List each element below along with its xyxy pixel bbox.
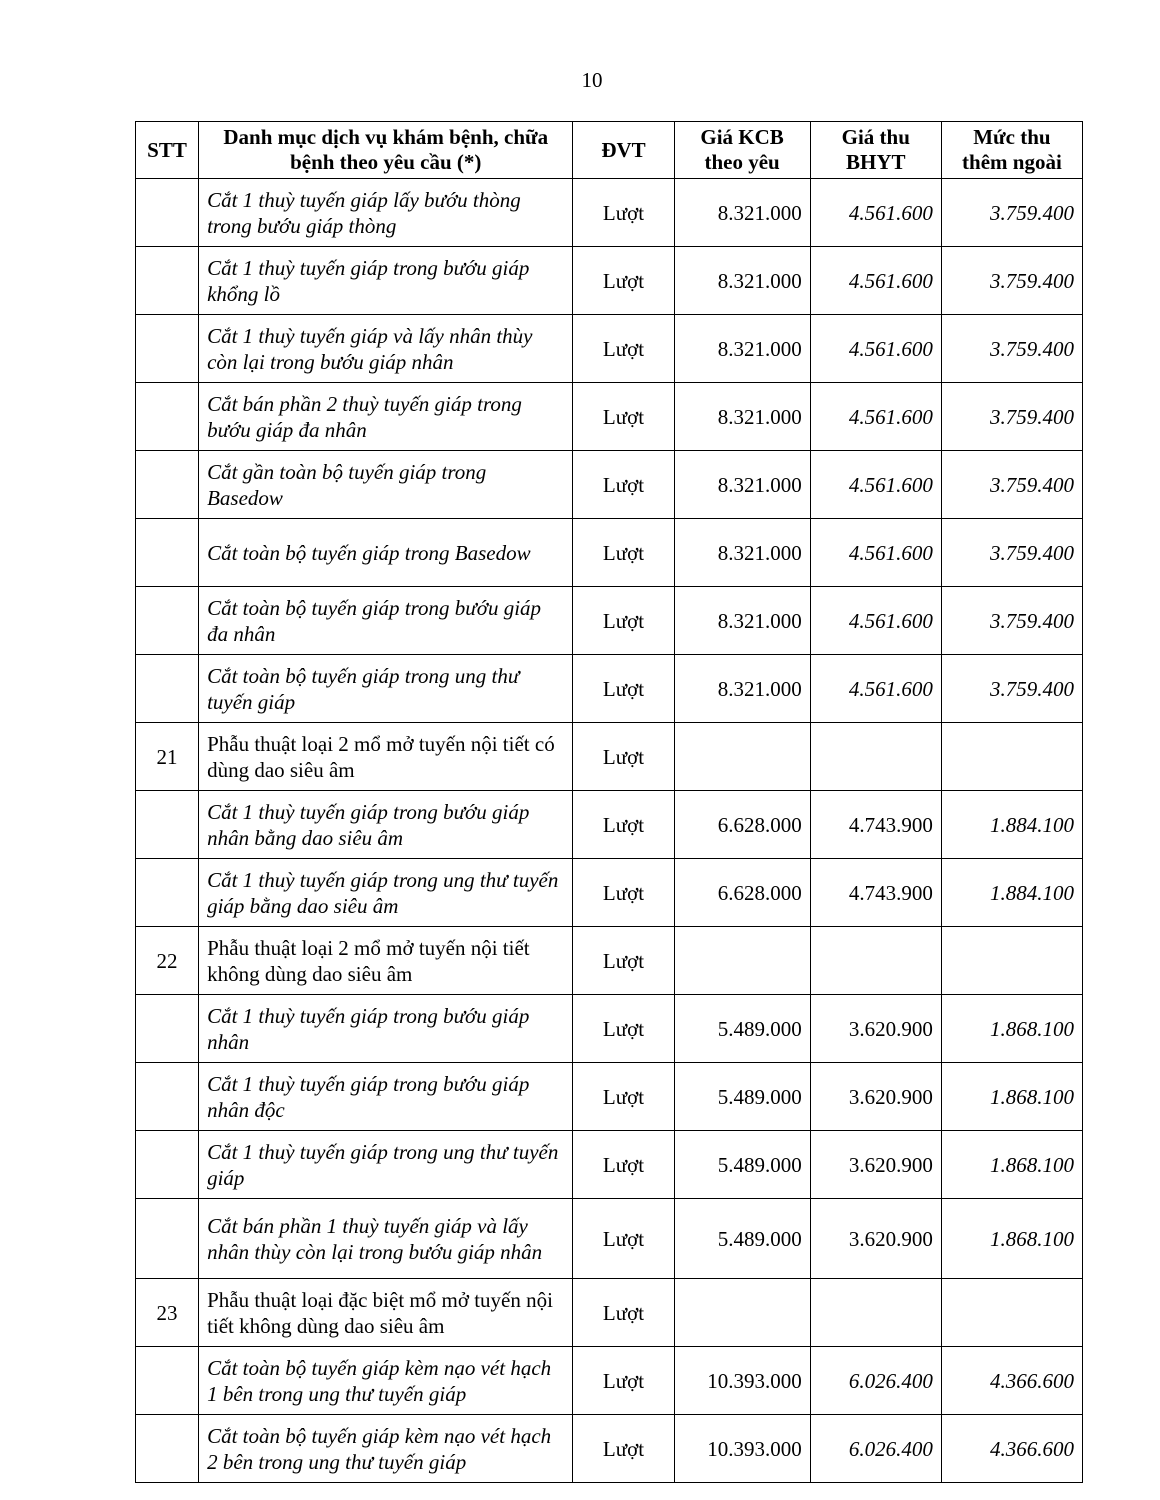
table-header-row [136,122,1083,179]
row-price-insurance [810,723,941,791]
row-unit: Lượt [573,247,674,315]
row-service-name: Cắt bán phần 2 thuỳ tuyến giáp trong bướu giáp đa nhân [199,383,573,451]
row-extra-fee: 1.868.100 [941,1063,1082,1131]
row-price-insurance: 4.743.900 [810,791,941,859]
row-service-name: Cắt 1 thuỳ tuyến giáp trong bướu giáp nhân bằng dao siêu âm [199,791,573,859]
row-stt [136,451,199,519]
row-price-request: 8.321.000 [674,315,810,383]
row-unit: Lượt [573,927,674,995]
row-stt [136,519,199,587]
row-service-name: Cắt 1 thuỳ tuyến giáp lấy bướu thòng trong bướu giáp thòng [199,179,573,247]
row-price-insurance: 4.561.600 [810,179,941,247]
page-number: 10 [581,68,603,92]
row-extra-fee: 3.759.400 [941,247,1082,315]
row-price-insurance: 4.743.900 [810,859,941,927]
row-service-name: Cắt 1 thuỳ tuyến giáp trong ung thư tuyến giáp [199,1131,573,1199]
row-service-name: Cắt 1 thuỳ tuyến giáp trong bướu giáp khổng lồ [199,247,573,315]
row-price-request: 8.321.000 [674,655,810,723]
row-price-insurance: 4.561.600 [810,587,941,655]
table-row [136,995,1083,1063]
row-stt: 21 [136,723,199,791]
row-price-request: 8.321.000 [674,519,810,587]
header-unit: ĐVT [573,122,674,179]
row-service-name: Cắt bán phần 1 thuỳ tuyến giáp và lấy nhân thùy còn lại trong bướu giáp nhân [199,1199,573,1279]
row-stt [136,1199,199,1279]
row-unit: Lượt [573,451,674,519]
row-extra-fee: 3.759.400 [941,519,1082,587]
row-stt [136,995,199,1063]
row-extra-fee: 1.868.100 [941,995,1082,1063]
row-stt [136,1131,199,1199]
row-service-name: Cắt 1 thuỳ tuyến giáp và lấy nhân thùy còn lại trong bướu giáp nhân [199,315,573,383]
row-stt [136,179,199,247]
row-price-request [674,723,810,791]
table-row [136,1063,1083,1131]
table-row [136,927,1083,995]
row-extra-fee: 1.868.100 [941,1131,1082,1199]
row-service-name: Cắt gần toàn bộ tuyến giáp trong Basedow [199,451,573,519]
row-price-request: 10.393.000 [674,1415,810,1483]
row-price-insurance: 4.561.600 [810,451,941,519]
row-stt [136,791,199,859]
row-stt [136,859,199,927]
row-price-request: 8.321.000 [674,587,810,655]
row-extra-fee: 1.868.100 [941,1199,1082,1279]
table-row [136,723,1083,791]
row-service-name: Phẫu thuật loại 2 mổ mở tuyến nội tiết có dùng dao siêu âm [199,723,573,791]
row-price-request: 8.321.000 [674,179,810,247]
row-stt: 23 [136,1279,199,1347]
row-stt [136,587,199,655]
row-price-insurance: 4.561.600 [810,247,941,315]
row-price-request: 6.628.000 [674,791,810,859]
row-price-insurance: 6.026.400 [810,1415,941,1483]
row-extra-fee: 1.884.100 [941,791,1082,859]
row-extra-fee: 1.884.100 [941,859,1082,927]
row-price-insurance: 3.620.900 [810,995,941,1063]
row-unit: Lượt [573,655,674,723]
table-row [136,791,1083,859]
row-price-request: 6.628.000 [674,859,810,927]
row-stt [136,1415,199,1483]
table-row [136,315,1083,383]
row-stt [136,315,199,383]
row-price-insurance: 4.561.600 [810,383,941,451]
row-stt [136,247,199,315]
row-price-insurance: 3.620.900 [810,1131,941,1199]
row-unit: Lượt [573,383,674,451]
row-unit: Lượt [573,315,674,383]
row-stt [136,383,199,451]
row-service-name: Cắt 1 thuỳ tuyến giáp trong bướu giáp nhân độc [199,1063,573,1131]
row-service-name: Cắt toàn bộ tuyến giáp trong bướu giáp đa nhân [199,587,573,655]
row-extra-fee: 3.759.400 [941,383,1082,451]
row-extra-fee: 4.366.600 [941,1415,1082,1483]
row-stt: 22 [136,927,199,995]
table-row [136,1131,1083,1199]
row-extra-fee [941,1279,1082,1347]
row-service-name: Cắt 1 thuỳ tuyến giáp trong ung thư tuyến giáp bằng dao siêu âm [199,859,573,927]
row-service-name: Phẫu thuật loại đặc biệt mổ mở tuyến nội tiết không dùng dao siêu âm [199,1279,573,1347]
row-extra-fee: 3.759.400 [941,315,1082,383]
row-unit: Lượt [573,723,674,791]
row-price-request: 5.489.000 [674,1131,810,1199]
table-row [136,1415,1083,1483]
row-unit: Lượt [573,859,674,927]
table-row [136,1279,1083,1347]
row-price-request: 5.489.000 [674,1199,810,1279]
row-stt [136,655,199,723]
row-price-insurance [810,927,941,995]
row-extra-fee: 3.759.400 [941,655,1082,723]
row-price-request: 5.489.000 [674,1063,810,1131]
row-price-insurance: 6.026.400 [810,1347,941,1415]
row-unit: Lượt [573,1131,674,1199]
row-price-request: 8.321.000 [674,383,810,451]
table-row [136,1199,1083,1279]
header-service: Danh mục dịch vụ khám bệnh, chữa bệnh theo yêu cầu (*) [199,122,573,179]
row-extra-fee: 4.366.600 [941,1347,1082,1415]
row-price-request: 5.489.000 [674,995,810,1063]
row-price-insurance: 3.620.900 [810,1199,941,1279]
header-extra-fee-label: Mức thu thêm ngoài [962,125,1062,174]
fee-table [135,121,1083,1483]
row-price-insurance: 4.561.600 [810,315,941,383]
row-unit: Lượt [573,791,674,859]
row-unit: Lượt [573,1347,674,1415]
row-service-name: Cắt toàn bộ tuyến giáp kèm nạo vét hạch 1 bên trong ung thư tuyến giáp [199,1347,573,1415]
table-row [136,519,1083,587]
row-extra-fee: 3.759.400 [941,451,1082,519]
row-unit: Lượt [573,1279,674,1347]
header-price-request-label: Giá KCB theo yêu [700,125,784,174]
row-unit: Lượt [573,179,674,247]
row-price-insurance: 3.620.900 [810,1063,941,1131]
row-service-name: Cắt toàn bộ tuyến giáp kèm nạo vét hạch 2 bên trong ung thư tuyến giáp [199,1415,573,1483]
header-price-insurance [810,122,941,179]
table-row [136,247,1083,315]
row-price-insurance: 4.561.600 [810,655,941,723]
row-price-request: 8.321.000 [674,247,810,315]
row-extra-fee: 3.759.400 [941,179,1082,247]
row-service-name: Phẫu thuật loại 2 mổ mở tuyến nội tiết không dùng dao siêu âm [199,927,573,995]
row-service-name: Cắt 1 thuỳ tuyến giáp trong bướu giáp nhân [199,995,573,1063]
header-price-insurance-label: Giá thu BHYT [841,125,910,174]
row-stt [136,1063,199,1131]
row-service-name: Cắt toàn bộ tuyến giáp trong ung thư tuyến giáp [199,655,573,723]
row-extra-fee: 3.759.400 [941,587,1082,655]
row-price-request: 10.393.000 [674,1347,810,1415]
row-unit: Lượt [573,1063,674,1131]
row-unit: Lượt [573,1415,674,1483]
row-extra-fee [941,723,1082,791]
row-service-name: Cắt toàn bộ tuyến giáp trong Basedow [199,519,573,587]
row-price-request [674,1279,810,1347]
table-row [136,383,1083,451]
table-row [136,587,1083,655]
row-unit: Lượt [573,587,674,655]
header-stt: STT [136,122,199,179]
row-price-insurance: 4.561.600 [810,519,941,587]
table-row [136,859,1083,927]
row-extra-fee [941,927,1082,995]
row-unit: Lượt [573,995,674,1063]
row-unit: Lượt [573,519,674,587]
header-price-request [674,122,810,179]
table-row [136,179,1083,247]
table-row [136,1347,1083,1415]
row-price-request [674,927,810,995]
row-price-insurance [810,1279,941,1347]
row-stt [136,1347,199,1415]
table-row [136,655,1083,723]
table-row [136,451,1083,519]
row-price-request: 8.321.000 [674,451,810,519]
row-unit: Lượt [573,1199,674,1279]
header-extra-fee [941,122,1082,179]
